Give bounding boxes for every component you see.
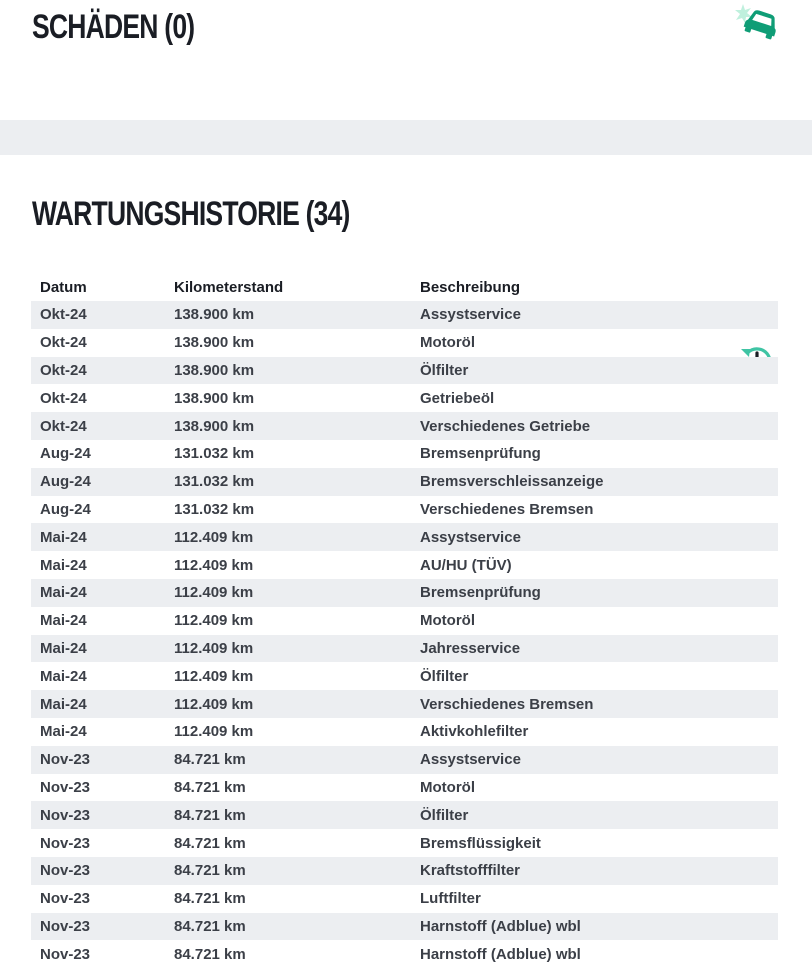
description-cell: Aktivkohlefilter	[420, 723, 529, 741]
mileage-cell: 138.900 km	[174, 334, 255, 352]
description-cell: Ölfilter	[420, 667, 469, 685]
description-cell: Getriebeöl	[420, 389, 495, 407]
date-cell: Nov-23	[31, 801, 165, 829]
date-cell: Okt-24	[31, 412, 165, 440]
date-cell: Nov-23	[40, 778, 91, 796]
table-row	[31, 301, 778, 329]
mileage-cell: 112.409 km	[165, 690, 411, 718]
table-row	[31, 690, 778, 718]
mileage-cell: 84.721 km	[174, 890, 246, 908]
table-row	[31, 551, 778, 579]
history-section	[0, 155, 812, 964]
table-row	[31, 607, 778, 635]
date-cell: Mai-24	[40, 612, 87, 630]
description-cell: Harnstoff (Adblue) wbl	[411, 913, 778, 941]
date-cell: Nov-23	[31, 857, 165, 885]
date-cell: Aug-24	[40, 500, 91, 518]
description-cell: Luftfilter	[420, 890, 481, 908]
date-cell: Nov-23	[40, 945, 91, 963]
car-damage-icon	[734, 2, 780, 40]
table-row	[31, 774, 778, 802]
table-row	[31, 357, 778, 385]
table-row	[31, 523, 778, 551]
table-row	[31, 857, 778, 885]
date-cell: Mai-24	[31, 635, 165, 663]
description-cell: Bremsverschleissanzeige	[411, 468, 778, 496]
mileage-cell: 84.721 km	[165, 801, 411, 829]
date-cell: Okt-24	[40, 389, 87, 407]
date-cell: Mai-24	[31, 523, 165, 551]
date-cell: Nov-23	[40, 834, 91, 852]
date-cell: Nov-23	[40, 890, 91, 908]
description-cell: Kraftstofffilter	[411, 857, 778, 885]
table-row	[31, 913, 778, 941]
table-row	[31, 801, 778, 829]
date-cell: Mai-24	[31, 579, 165, 607]
description-cell: Assystservice	[411, 746, 778, 774]
description-cell: Ölfilter	[411, 801, 778, 829]
table-row	[31, 468, 778, 496]
description-cell: Motoröl	[420, 778, 475, 796]
mileage-cell: 84.721 km	[165, 746, 411, 774]
mileage-cell: 84.721 km	[165, 857, 411, 885]
date-cell: Okt-24	[31, 357, 165, 385]
mileage-cell: 131.032 km	[174, 445, 255, 463]
table-row	[31, 635, 778, 663]
mileage-cell: 138.900 km	[165, 301, 411, 329]
table-row	[31, 718, 778, 746]
mileage-cell: 112.409 km	[174, 723, 254, 741]
date-cell: Mai-24	[40, 556, 87, 574]
maintenance-history-table	[31, 273, 778, 968]
description-cell: Assystservice	[411, 301, 778, 329]
description-cell: Ölfilter	[411, 357, 778, 385]
table-row	[31, 579, 778, 607]
description-cell: Motoröl	[420, 612, 475, 630]
table-body	[31, 301, 778, 968]
description-cell: Verschiedenes Getriebe	[411, 412, 778, 440]
table-row	[31, 662, 778, 690]
mileage-cell: 112.409 km	[174, 612, 254, 630]
description-cell: Assystservice	[411, 523, 778, 551]
table-row	[31, 496, 778, 524]
description-cell: Verschiedenes Bremsen	[411, 690, 778, 718]
date-cell: Nov-23	[31, 913, 165, 941]
mileage-cell: 112.409 km	[174, 667, 254, 685]
column-header-date: Datum	[40, 278, 87, 296]
table-header-row	[31, 273, 778, 301]
table-row	[31, 412, 778, 440]
column-header-mileage: Kilometerstand	[174, 278, 284, 296]
mileage-cell: 112.409 km	[165, 523, 411, 551]
table-row	[31, 384, 778, 412]
table-row	[31, 440, 778, 468]
mileage-cell: 84.721 km	[174, 945, 246, 963]
description-cell: Harnstoff (Adblue) wbl	[420, 945, 581, 963]
table-row	[31, 329, 778, 357]
damage-title: SCHÄDEN (0)	[32, 8, 195, 46]
mileage-cell: 112.409 km	[165, 635, 411, 663]
date-cell: Nov-23	[31, 746, 165, 774]
mileage-cell: 131.032 km	[174, 500, 255, 518]
mileage-cell: 84.721 km	[165, 913, 411, 941]
mileage-cell: 84.721 km	[174, 834, 246, 852]
mileage-cell: 138.900 km	[165, 357, 411, 385]
history-title: WARTUNGSHISTORIE (34)	[32, 195, 350, 233]
description-cell: AU/HU (TÜV)	[420, 556, 512, 574]
mileage-cell: 84.721 km	[174, 778, 246, 796]
date-cell: Okt-24	[40, 334, 87, 352]
description-cell: Jahresservice	[411, 635, 778, 663]
mileage-cell: 131.032 km	[165, 468, 411, 496]
description-cell: Bremsenprüfung	[411, 579, 778, 607]
description-cell: Verschiedenes Bremsen	[420, 500, 594, 518]
date-cell: Aug-24	[31, 468, 165, 496]
description-cell: Bremsflüssigkeit	[420, 834, 541, 852]
mileage-cell: 138.900 km	[165, 412, 411, 440]
table-row	[31, 885, 778, 913]
column-header-description: Beschreibung	[420, 278, 521, 296]
description-cell: Motoröl	[420, 334, 475, 352]
mileage-cell: 112.409 km	[165, 579, 411, 607]
description-cell: Bremsenprüfung	[420, 445, 541, 463]
table-row	[31, 746, 778, 774]
date-cell: Mai-24	[40, 667, 87, 685]
date-cell: Okt-24	[31, 301, 165, 329]
date-cell: Mai-24	[40, 723, 87, 741]
damage-section	[0, 0, 812, 120]
table-row	[31, 829, 778, 857]
date-cell: Aug-24	[40, 445, 91, 463]
section-divider	[0, 120, 812, 155]
date-cell: Mai-24	[31, 690, 165, 718]
mileage-cell: 112.409 km	[174, 556, 254, 574]
mileage-cell: 138.900 km	[174, 389, 255, 407]
